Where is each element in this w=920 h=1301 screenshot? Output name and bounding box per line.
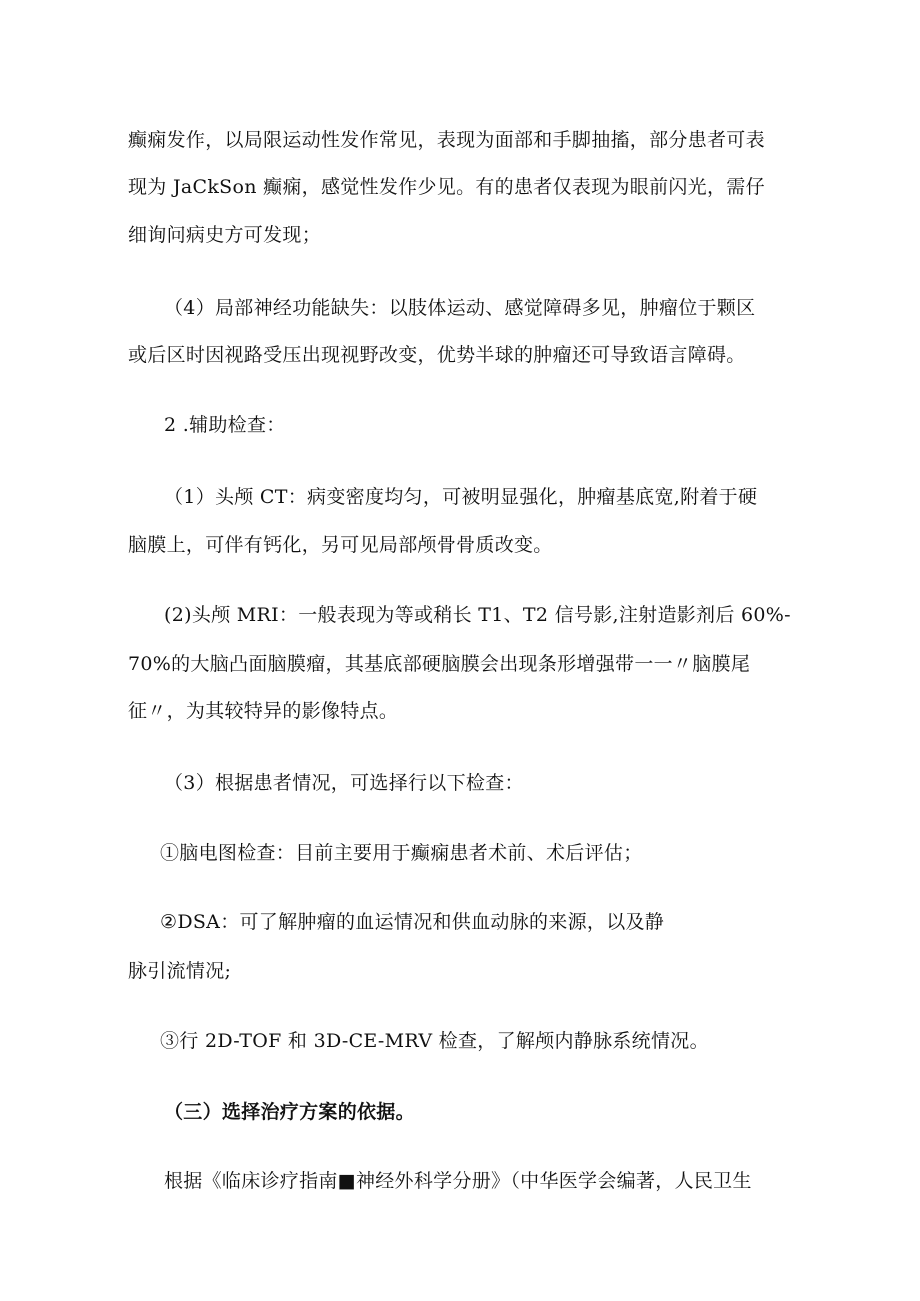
body-text-line: （4）局部神经功能缺失：以肢体运动、感觉障碍多见，肿瘤位于颗区 bbox=[164, 297, 756, 319]
body-text-line: 细询问病史方可发现； bbox=[128, 224, 322, 246]
list-item: ①脑电图检查：目前主要用于癫痫患者术前、术后评估； bbox=[160, 842, 643, 864]
body-text-line: 征〃，为其较特异的影像特点。 bbox=[128, 700, 399, 722]
section-heading-bold: （三）选择治疗方案的依据。 bbox=[164, 1101, 415, 1123]
body-text-line: (2)头颅 MRI：一般表现为等或稍长 T1、T2 信号影,注射造影剂后 60%- bbox=[164, 604, 791, 626]
body-text-line: 70%的大脑凸面脑膜瘤，其基底部硬脑膜会出现条形增强带一一〃脑膜尾 bbox=[128, 653, 751, 675]
body-text-line: 或后区时因视路受压出现视野改变，优势半球的肿瘤还可导致语言障碍。 bbox=[128, 344, 746, 366]
body-text-line: 根据《临床诊疗指南■神经外科学分册》（中华医学会编著，人民卫生 bbox=[164, 1170, 752, 1192]
body-text-line: （1）头颅 CT：病变密度均匀，可被明显强化，肿瘤基底宽,附着于硬 bbox=[164, 486, 758, 508]
section-heading: 2 .辅助检查： bbox=[164, 414, 286, 436]
body-text-line: 脑膜上，可伴有钙化，另可见局部颅骨骨质改变。 bbox=[128, 534, 553, 556]
body-text-line: 癫痫发作，以局限运动性发作常见，表现为面部和手脚抽搐，部分患者可表 bbox=[128, 129, 765, 151]
body-text-line: （3）根据患者情况，可选择行以下检查： bbox=[164, 772, 524, 794]
list-item-continuation: 脉引流情况; bbox=[128, 960, 232, 982]
list-item: ②DSA：可了解肿瘤的血运情况和供血动脉的来源，以及静 bbox=[160, 911, 665, 933]
list-item: ③行 2D-TOF 和 3D-CE-MRV 检查，了解颅内静脉系统情况。 bbox=[160, 1030, 709, 1052]
body-text-line: 现为 JaCkSon 癫痫，感觉性发作少见。有的患者仅表现为眼前闪光，需仔 bbox=[128, 176, 765, 198]
